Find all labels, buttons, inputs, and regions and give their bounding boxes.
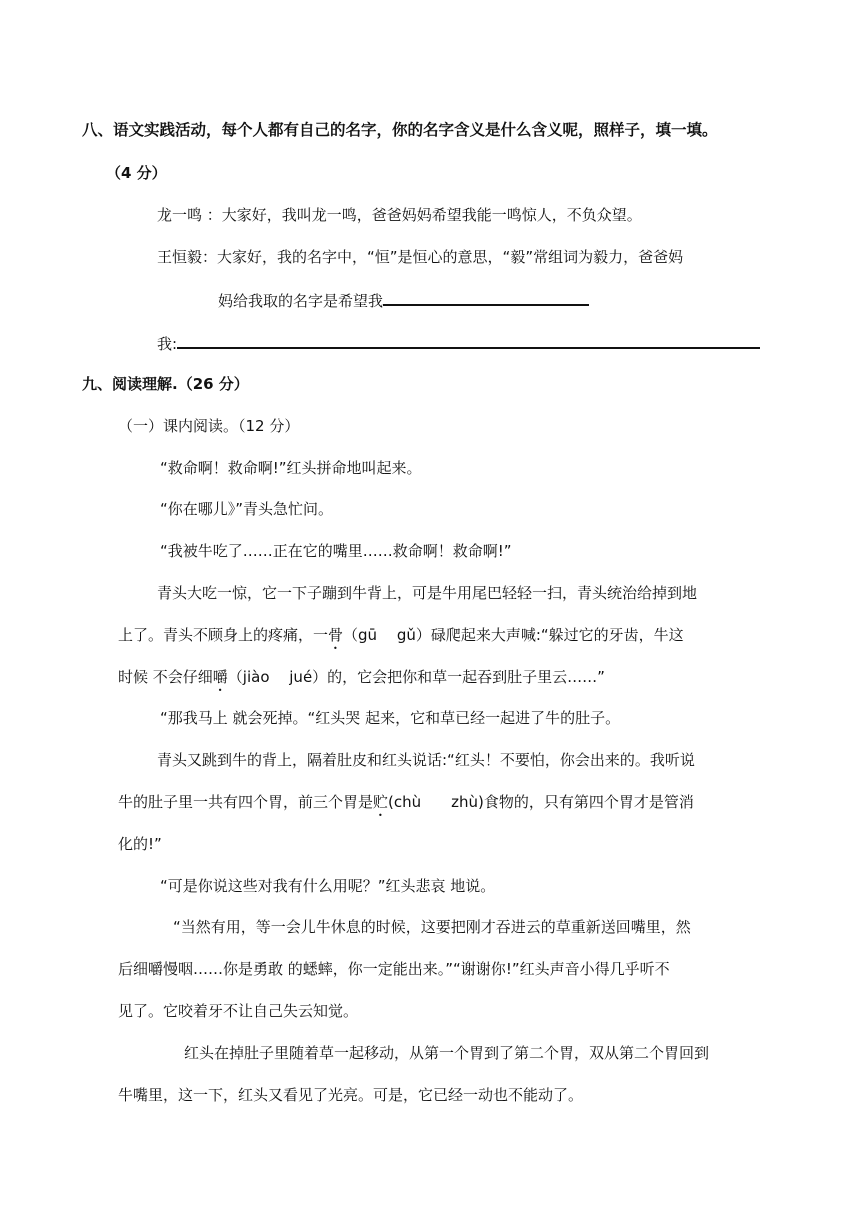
q8-example-2-line-2	[218, 288, 589, 312]
pinyin-choice: （gū gǔ）碌爬起来大声喊:“躲过它的牙齿，牛这	[343, 626, 684, 644]
marked-character: 贮	[373, 793, 389, 811]
q8-example-2-prompt: 妈给我取的名字是希望我	[218, 292, 384, 310]
answer-blank-example[interactable]	[383, 288, 589, 306]
marked-character: 嚼	[212, 668, 228, 686]
me-label: 我:	[157, 335, 178, 353]
q8-score: （4 分）	[106, 164, 167, 182]
passage-paragraph-4-line-3	[118, 666, 605, 695]
passage-paragraph-8-line-3: 见了。它咬着牙不让自己失云知觉。	[118, 1002, 359, 1020]
q9-part-1-heading: （一）课内阅读。（12 分）	[118, 417, 300, 435]
passage-paragraph-9-line-2: 牛嘴里，这一下，红头又看见了光亮。可是，它已经一动也不能动了。	[118, 1086, 584, 1104]
text-segment: 牛的肚子里一共有四个胃，前三个胃是	[118, 793, 374, 811]
q9-title: 九、阅读理解.（26 分）	[82, 375, 249, 393]
passage-paragraph-5: “那我马上 就会死掉。“红头哭 起来，它和草已经一起进了牛的肚子。	[160, 709, 621, 727]
passage-paragraph-6-line-2	[118, 791, 694, 820]
q8-example-1: 龙一鸣 ：大家好，我叫龙一鸣，爸爸妈妈希望我能一鸣惊人，不负众望。	[157, 206, 642, 224]
passage-paragraph-8-line-2: 后细嚼慢咽……你是勇敢 的蟋蟀，你一定能出来。”“谢谢你!”红头声音小得几乎听不	[118, 960, 670, 978]
q8-me-line	[157, 331, 760, 355]
pinyin-choice: （jiào jué）的，它会把你和草一起吞到肚子里云……”	[227, 668, 605, 686]
passage-paragraph-7: “可是你说这些对我有什么用呢？”红头悲哀 地说。	[160, 877, 496, 895]
marked-character: 骨	[328, 626, 344, 644]
passage-paragraph-4-line-2	[118, 624, 684, 653]
passage-paragraph-8-line-1: “当然有用，等一会儿牛休息的时候，这要把刚才吞进云的草重新送回嘴里，然	[173, 918, 691, 936]
passage-paragraph-6-line-3: 化的!”	[118, 835, 162, 853]
pinyin-choice: (chù zhù)食物的，只有第四个胃才是管消	[388, 793, 694, 811]
q8-title: 八、语文实践活动，每个人都有自己的名字，你的名字含义是什么含义呢，照样子，填一填。	[82, 121, 718, 139]
passage-paragraph-6-line-1: 青头又跳到牛的背上，隔着肚皮和红头说话:“红头！不要怕，你会出来的。我听说	[157, 751, 695, 769]
passage-paragraph-9-line-1: 红头在掉肚子里随着草一起移动，从第一个胃到了第二个胃，双从第二个胃回到	[184, 1044, 710, 1062]
text-segment: 上了。青头不顾身上的疼痛，一	[118, 626, 329, 644]
passage-paragraph-4-line-1: 青头大吃一惊，它一下子蹦到牛背上，可是牛用尾巴轻轻一扫，青头统治给掉到地	[157, 584, 698, 602]
passage-paragraph-2: “你在哪儿》”青头急忙问。	[160, 500, 334, 518]
passage-paragraph-1: “救命啊！救命啊!”红头拼命地叫起来。	[160, 459, 422, 477]
text-segment: 时候 不会仔细	[118, 668, 213, 686]
q8-example-2-line-1: 王恒毅：大家好，我的名字中，“恒”是恒心的意思，“毅”常组词为毅力，爸爸妈	[157, 248, 684, 266]
answer-blank-me[interactable]	[177, 331, 760, 349]
passage-paragraph-3: “我被牛吃了……正在它的嘴里……救命啊！救命啊!”	[160, 542, 512, 560]
